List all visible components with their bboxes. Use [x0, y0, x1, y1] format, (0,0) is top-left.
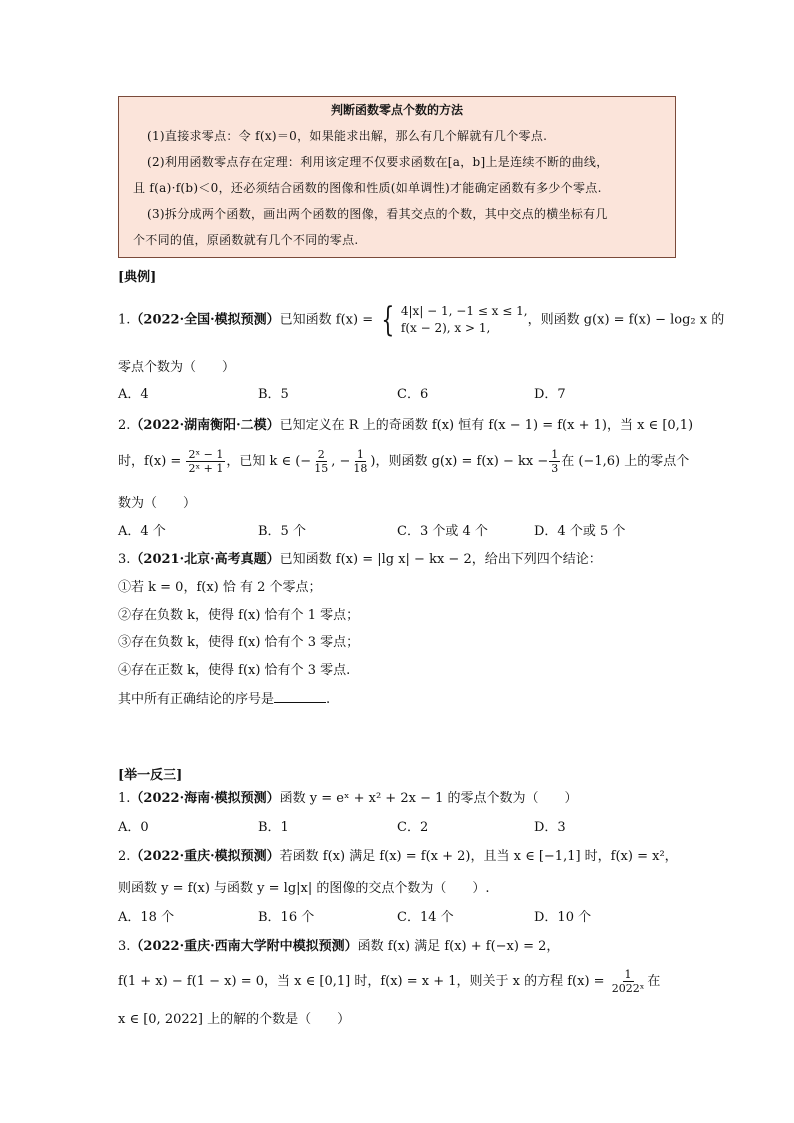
method-box: [118, 96, 676, 258]
example-q1-tail: 零点个数为（ ）: [118, 360, 236, 375]
q-text: 函数 y = eˣ + x² + 2x − 1 的零点个数为（ ）: [279, 791, 578, 806]
q-text: f(1 + x) − f(1 − x) = 0，当 x ∈ [0,1] 时，f(x) = x + 1，则关于 x 的方程 f(x) =: [118, 974, 605, 989]
fraction: [186, 448, 225, 475]
method-line-2: (2)利用函数零点存在定理：利用该定理不仅要求函数在[a，b]上是连续不断的曲线，: [147, 155, 609, 169]
option-b: B．1: [258, 820, 289, 835]
example-q2-tail: 数为（ ）: [118, 496, 197, 511]
q-text: 在: [647, 974, 661, 989]
option-a: A．4 个: [118, 524, 166, 539]
example-q1: [118, 300, 725, 340]
q-source: （2022·重庆·西南大学附中模拟预测）: [130, 939, 358, 954]
example-q2-line2: [118, 448, 689, 475]
q-text: 在 (−1,6) 上的零点个: [561, 454, 690, 469]
q-text: .: [326, 692, 331, 707]
numerator: 2: [317, 448, 325, 461]
numerator: 2ˣ − 1: [188, 448, 224, 461]
option-a: A．18 个: [118, 910, 175, 925]
method-line-5: 个不同的值，原函数就有几个不同的零点.: [133, 233, 359, 247]
q-text-b: ，则函数 g(x) = f(x) − log₂ x 的: [527, 312, 725, 328]
q-number: 1.: [118, 312, 131, 328]
practice-q3-tail: x ∈ [0, 2022] 上的解的个数是（ ）: [118, 1012, 351, 1027]
denominator: 3: [551, 462, 559, 475]
piecewise-definition: [377, 300, 528, 340]
option-a: A．4: [118, 387, 149, 402]
option-d: D．10 个: [534, 910, 592, 925]
conclusion-4: ④存在正数 k，使得 f(x) 恰有个 3 零点.: [118, 663, 351, 678]
q-number: 3.: [118, 939, 131, 954]
q-text: 已知函数 f(x) =: [279, 312, 374, 328]
fraction: [610, 968, 647, 995]
q-source: （2022·湖南衡阳·二模）: [130, 418, 280, 433]
option-b: B．16 个: [258, 910, 315, 925]
option-d: D．7: [534, 387, 566, 402]
conclusion-3: ③存在负数 k，使得 f(x) 恰有个 3 零点；: [118, 635, 360, 650]
q-source: （2022·海南·模拟预测）: [130, 791, 280, 806]
fraction: [312, 448, 330, 475]
brace-icon: {: [381, 300, 395, 340]
option-a: A．0: [118, 820, 149, 835]
q-source: （2022·全国·模拟预测）: [130, 312, 280, 328]
example-q2: [118, 414, 693, 433]
denominator: 2022ˣ: [611, 982, 645, 995]
option-b: B．5: [258, 387, 289, 402]
q-text: 已知定义在 R 上的奇函数 f(x) 恒有 f(x − 1) = f(x + 1)，当 x ∈ [0,1): [279, 418, 694, 433]
numerator: 1: [551, 448, 559, 461]
example-heading: [典例]: [118, 270, 157, 285]
q-text: , −: [331, 454, 351, 469]
example-q3: [118, 548, 602, 567]
method-line-3: 且 f(a)·f(b)＜0，还必须结合函数的图像和性质(如单调性)才能确定函数有多少个零点.: [133, 181, 602, 195]
q-text: 时，f(x) =: [118, 454, 182, 469]
q-source: （2022·重庆·模拟预测）: [130, 849, 280, 864]
conclusion-2: ②存在负数 k，使得 f(x) 恰有个 1 零点；: [118, 608, 360, 623]
practice-q2-line2: 则函数 y = f(x) 与函数 y = lg|x| 的图像的交点个数为（ ）.: [118, 881, 490, 896]
denominator: 2ˣ + 1: [188, 462, 224, 475]
q-text: 其中所有正确结论的序号是: [118, 692, 275, 707]
practice-q1: [118, 787, 578, 806]
q-text: 已知函数 f(x) = |lg x| − kx − 2，给出下列四个结论：: [279, 552, 602, 567]
case-2: f(x − 2), x > 1,: [400, 321, 491, 335]
option-c: C．6: [397, 387, 429, 402]
q-number: 2.: [118, 418, 131, 433]
practice-heading: [举一反三]: [118, 768, 183, 783]
denominator: 18: [353, 462, 368, 475]
practice-q2: [118, 845, 678, 864]
q-number: 2.: [118, 849, 131, 864]
denominator: 15: [314, 462, 329, 475]
option-c: C．3 个或 4 个: [397, 524, 488, 539]
fraction: [351, 448, 369, 475]
q-source: （2021·北京·高考真题）: [130, 552, 280, 567]
method-box-title: 判断函数零点个数的方法: [330, 103, 463, 117]
q-text: )，则函数 g(x) = f(x) − kx −: [370, 454, 549, 469]
q-number: 3.: [118, 552, 131, 567]
q-text: 函数 f(x) 满足 f(x) + f(−x) = 2，: [357, 939, 560, 954]
conclusion-1: ①若 k = 0，f(x) 恰 有 2 个零点；: [118, 580, 322, 595]
option-d: D．3: [534, 820, 566, 835]
q-text: 若函数 f(x) 满足 f(x) = f(x + 2)，且当 x ∈ [−1,1] 时，f(x) = x²，: [279, 849, 678, 864]
option-d: D．4 个或 5 个: [534, 524, 626, 539]
case-1: 4|x| − 1, −1 ≤ x ≤ 1,: [400, 304, 528, 318]
practice-q3: [118, 935, 559, 954]
practice-q3-line2: [118, 968, 660, 995]
fraction: [549, 448, 560, 475]
option-c: C．14 个: [397, 910, 454, 925]
answer-blank[interactable]: [274, 690, 326, 703]
numerator: 1: [624, 968, 632, 981]
option-c: C．2: [397, 820, 429, 835]
option-b: B．5 个: [258, 524, 306, 539]
q-text: ，已知 k ∈ (−: [226, 454, 312, 469]
method-line-4: (3)拆分成两个函数，画出两个函数的图像，看其交点的个数，其中交点的横坐标有几: [147, 207, 608, 221]
q-number: 1.: [118, 791, 131, 806]
method-line-1: (1)直接求零点：令 f(x)＝0，如果能求出解，那么有几个解就有几个零点.: [147, 129, 548, 143]
example-q3-question: [118, 688, 330, 707]
numerator: 1: [356, 448, 364, 461]
